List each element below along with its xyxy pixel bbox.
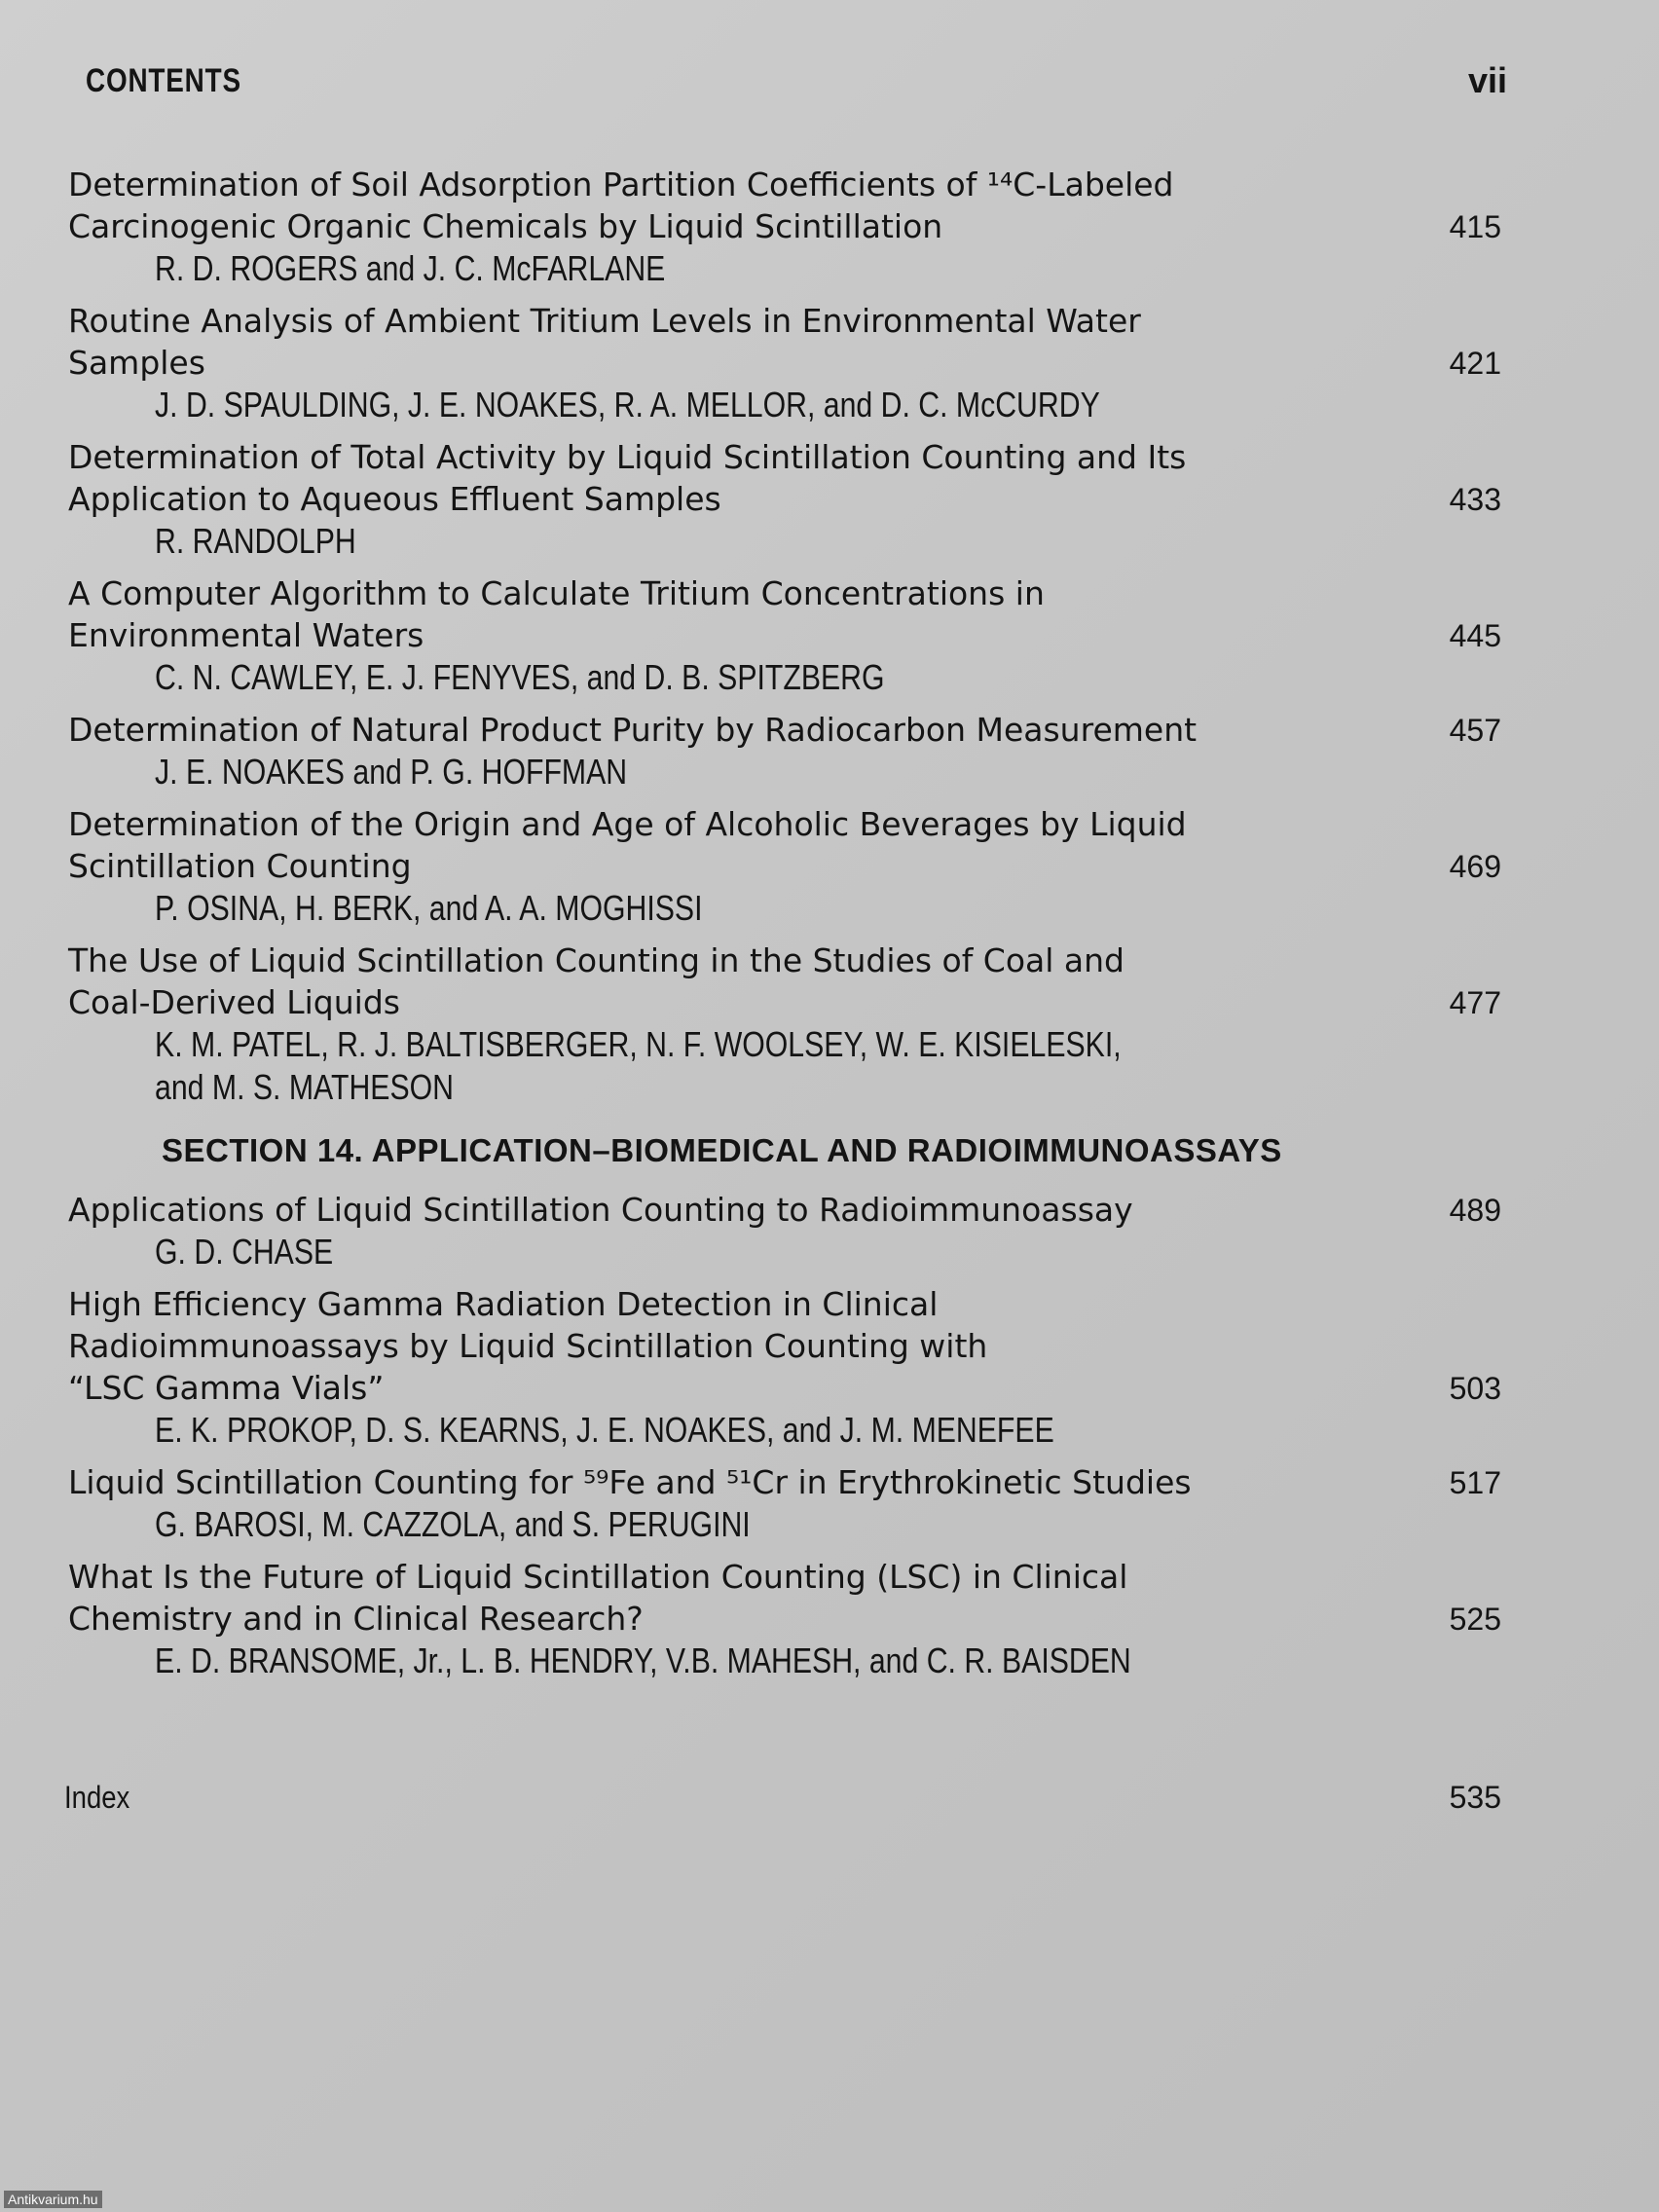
toc-entry	[68, 1283, 1519, 1452]
entry-authors: G. BAROSI, M. CAZZOLA, and S. PERUGINI	[155, 1504, 751, 1544]
entry-page-number: 503	[1449, 1371, 1501, 1406]
entry-title-line: Environmental Waters	[68, 616, 424, 654]
entry-title-line: Samples	[68, 344, 205, 382]
entry-page-number: 415	[1449, 209, 1501, 244]
entry-page-number: 445	[1449, 618, 1501, 653]
entry-authors: G. D. CHASE	[155, 1232, 334, 1272]
entry-title-line: Carcinogenic Organic Chemicals by Liquid Scintillation	[68, 207, 943, 245]
entry-page-number: 457	[1449, 713, 1501, 748]
entry-title-line: Determination of Soil Adsorption Partition Coefficients of ¹⁴C-Labeled	[68, 166, 1174, 203]
entry-title-line: Routine Analysis of Ambient Tritium Levels in Environmental Water	[68, 302, 1141, 340]
running-header-page-number: vii	[1467, 60, 1507, 100]
entry-authors: R. D. ROGERS and J. C. McFARLANE	[155, 248, 666, 288]
toc-entry	[68, 1461, 1519, 1546]
entry-authors: R. RANDOLPH	[155, 521, 356, 561]
entry-authors: E. K. PROKOP, D. S. KEARNS, J. E. NOAKES, and J. M. MENEFEE	[155, 1410, 1054, 1450]
entry-page-number: 433	[1449, 482, 1501, 517]
index-page-number: 535	[1449, 1780, 1501, 1815]
entry-authors: P. OSINA, H. BERK, and A. A. MOGHISSI	[155, 888, 703, 928]
entry-page-number: 469	[1449, 849, 1501, 884]
entry-title-line: Chemistry and in Clinical Research?	[68, 1600, 644, 1638]
entry-authors: J. D. SPAULDING, J. E. NOAKES, R. A. MELLOR, and D. C. McCURDY	[155, 385, 1100, 424]
entry-title-line: Radioimmunoassays by Liquid Scintillation Counting with	[68, 1327, 988, 1365]
entry-title-line: Liquid Scintillation Counting for ⁵⁹Fe and ⁵¹Cr in Erythrokinetic Studies	[68, 1463, 1192, 1501]
entry-title-line: Application to Aqueous Effluent Samples	[68, 480, 721, 518]
entry-title-line: Scintillation Counting	[68, 847, 412, 885]
entry-page-number: 517	[1449, 1465, 1501, 1500]
entry-title-line: Coal-Derived Liquids	[68, 983, 400, 1021]
entry-page-number: 477	[1449, 985, 1501, 1020]
toc-entry	[68, 164, 1519, 290]
toc-list-bottom	[68, 1189, 1519, 1682]
entry-title-line: The Use of Liquid Scintillation Counting in the Studies of Coal and	[68, 941, 1125, 979]
entry-title-line: “LSC Gamma Vials”	[68, 1369, 385, 1407]
toc-entry	[68, 709, 1519, 793]
toc-list-top	[68, 164, 1519, 1109]
running-header-title: CONTENTS	[86, 62, 241, 99]
toc-entry	[68, 572, 1519, 699]
entry-title-line: Determination of Total Activity by Liquid Scintillation Counting and Its	[68, 438, 1187, 476]
index-label: Index	[64, 1780, 130, 1815]
entry-authors: C. N. CAWLEY, E. J. FENYVES, and D. B. SPITZBERG	[155, 657, 885, 697]
entry-page-number: 489	[1449, 1193, 1501, 1228]
toc-entry	[68, 803, 1519, 930]
toc-entry	[68, 300, 1519, 426]
section-heading: SECTION 14. APPLICATION–BIOMEDICAL AND RADIOIMMUNOASSAYS	[162, 1132, 1282, 1168]
entry-title-line: Determination of Natural Product Purity by Radiocarbon Measurement	[68, 711, 1198, 749]
entry-authors: and M. S. MATHESON	[155, 1067, 454, 1107]
entry-title-line: Applications of Liquid Scintillation Counting to Radioimmunoassay	[68, 1191, 1133, 1229]
entry-authors: K. M. PATEL, R. J. BALTISBERGER, N. F. WOOLSEY, W. E. KISIELESKI,	[155, 1024, 1122, 1064]
toc-entry	[68, 1556, 1519, 1682]
entry-title-line: Determination of the Origin and Age of Alcoholic Beverages by Liquid	[68, 805, 1187, 843]
index-entry	[64, 1780, 1501, 1816]
entry-page-number: 421	[1449, 346, 1501, 381]
toc-entry	[68, 940, 1519, 1109]
entry-authors: J. E. NOAKES and P. G. HOFFMAN	[155, 752, 628, 792]
entry-title-line: High Efficiency Gamma Radiation Detection in Clinical	[68, 1285, 939, 1323]
toc-entry	[68, 436, 1519, 563]
entry-page-number: 525	[1449, 1602, 1501, 1637]
toc-entry	[68, 1189, 1519, 1273]
watermark: Antikvarium.hu	[4, 2191, 102, 2208]
entry-title-line: What Is the Future of Liquid Scintillation Counting (LSC) in Clinical	[68, 1558, 1128, 1596]
entry-title-line: A Computer Algorithm to Calculate Tritium Concentrations in	[68, 574, 1045, 612]
toc-entries	[68, 164, 1519, 1692]
entry-authors: E. D. BRANSOME, Jr., L. B. HENDRY, V.B. MAHESH, and C. R. BAISDEN	[155, 1641, 1131, 1680]
